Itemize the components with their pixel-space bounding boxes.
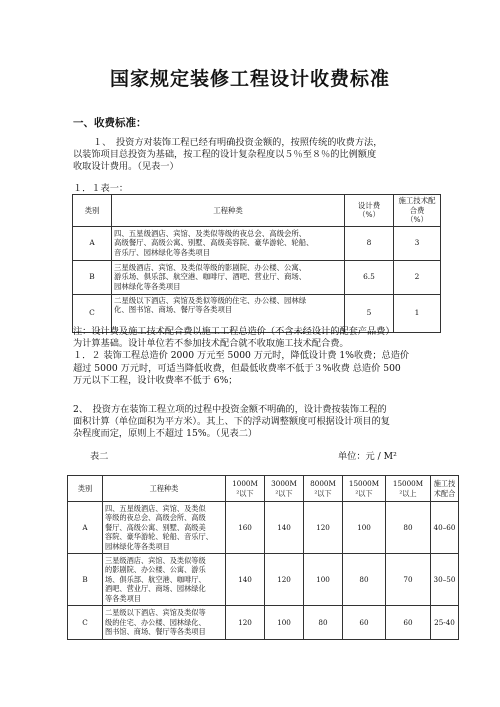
header-cell: 15000M ²以下 <box>343 476 386 502</box>
value-cell: 25-40 <box>431 606 459 640</box>
value-cell: 80 <box>386 502 431 554</box>
header-cell: 设计费 （%） <box>345 195 394 227</box>
value-cell: 80 <box>343 554 386 606</box>
value-cell: 140 <box>265 502 304 554</box>
value-cell: 80 <box>304 606 343 640</box>
section-heading: 一、收费标准： <box>73 117 147 129</box>
type-cell: 二星级以下酒店、宾馆及类似等 级的住宅、办公楼、园林绿化、 图书馆、商场、餐厅等各类项目 <box>103 606 226 640</box>
type-cell: 二星级以下酒店、宾馆及类似等级的住宅、办公楼、园林绿 化、图书馆、商场、餐厅等各类项目 <box>112 294 345 332</box>
paragraph-1 <box>73 137 433 174</box>
header-cell: 3000M ²以下 <box>265 476 304 502</box>
fee-table-1 <box>72 194 441 333</box>
value-cell: 60 <box>386 606 431 640</box>
table-row <box>73 260 441 294</box>
value-cell: 3 <box>394 226 441 260</box>
page-title: 国家规定装修工程设计收费标准 <box>109 68 390 90</box>
type-cell: 四、五星级酒店、宾馆、及类似 等级的夜总会、高级会所、高级 餐厅、高级公寓、别墅、高级美 容院、豪华游轮、轮船、音乐厅、 园林绿化等各类项目 <box>103 502 226 554</box>
value-cell: 120 <box>304 502 343 554</box>
header-cell: 施工技术配合费 （%） <box>394 195 441 227</box>
table-row <box>68 502 459 554</box>
category-cell: C <box>68 606 103 640</box>
category-cell: B <box>68 554 103 606</box>
value-cell: 60 <box>343 606 386 640</box>
paragraph-line: 杂程度而定，原则上不超过 15%。（见表二） <box>73 428 258 440</box>
unit-label: 单位：元 / M² <box>338 451 397 462</box>
value-cell: 120 <box>226 606 265 640</box>
paragraph-line: 面积计算（单位面积为平方米）。其上、下的浮动调整额度可根据设计项目的复 <box>73 416 390 428</box>
sub-heading: １．１表一： <box>73 183 129 194</box>
value-cell: 1 <box>394 294 441 332</box>
header-cell: 施工技 术配合 <box>431 476 459 502</box>
header-cell: 类别 <box>68 476 103 502</box>
paragraph-line: 以装饰项目总投资为基础，按工程的设计复杂程度以５％至８％的比例额度 <box>73 149 377 161</box>
category-cell: B <box>73 260 112 294</box>
paragraph-2 <box>73 404 443 441</box>
type-cell: 三星级酒店、宾馆、及类似等级的影剧院、办公楼、公寓、 游乐场、俱乐部、航空港、咖啡厅、酒吧、营业厅、商场、 园林绿化等各类项目 <box>112 260 345 294</box>
value-cell: 30–50 <box>431 554 459 606</box>
value-cell: 140 <box>226 554 265 606</box>
value-cell: 6.5 <box>345 260 394 294</box>
category-cell: C <box>73 294 112 332</box>
value-cell: 160 <box>226 502 265 554</box>
value-cell: 120 <box>265 554 304 606</box>
table-row <box>73 226 441 260</box>
paragraph-line: 2、 投资方在装饰工程立项的过程中投资金额不明确的，设计费按装饰工程的 <box>73 404 387 415</box>
paragraph-line: 万元以下工程，设计收费率不低于 6%； <box>73 374 238 386</box>
type-cell: 三星级酒店、宾馆、及类似等级 的影剧院、办公楼、公寓、游乐 场、俱乐部、航空港、咖啡厅、 酒吧、营业厅、商场、园林绿化 等各类项目 <box>103 554 226 606</box>
category-cell: A <box>68 502 103 554</box>
header-cell: 工程种类 <box>103 476 226 502</box>
paragraph-line: 收取设计费用。（见表一） <box>73 161 179 173</box>
paragraph-line: 为计算基础。设计单位若不参加技术配合就不收取施工技术配合费。 <box>73 338 349 350</box>
note-paragraph <box>73 326 443 387</box>
header-cell: 工程种类 <box>112 195 345 227</box>
value-cell: 8 <box>345 226 394 260</box>
paragraph-line: １、 投资方对装饰工程已经有明确投资金额的，按照传统的收费方法， <box>93 137 383 148</box>
value-cell: 5 <box>345 294 394 332</box>
type-cell: 四、五星级酒店、宾馆、及类似等级的夜总会、高级会所、 高级餐厅、高级公寓、别墅、高级美容院、豪华游轮、轮船、 音乐厅、园林绿化等各类项目 <box>112 226 345 260</box>
category-cell: A <box>73 226 112 260</box>
header-cell: 15000M ²以上 <box>386 476 431 502</box>
header-cell: 类别 <box>73 195 112 227</box>
fee-table-2 <box>67 475 459 640</box>
header-cell: 1000M ²以下 <box>226 476 265 502</box>
value-cell: 70 <box>386 554 431 606</box>
value-cell: 100 <box>265 606 304 640</box>
table-header-row <box>68 476 459 502</box>
table-row <box>68 554 459 606</box>
value-cell: 40–60 <box>431 502 459 554</box>
table-2-label: 表二 <box>90 451 109 462</box>
paragraph-line: １．２ 装饰工程总造价 2000 万元至 5000 万元时，降低设计费 1%收费；总造价 <box>73 350 410 362</box>
paragraph-line: 超过 5000 万元时，可适当降低收费，但最低收费率不低于３%收费 总造价 500 <box>73 362 401 374</box>
value-cell: 100 <box>343 502 386 554</box>
value-cell: 100 <box>304 554 343 606</box>
value-cell: 2 <box>394 260 441 294</box>
paragraph-line: 注：设计费及施工技术配合费以施工工程总造价（不含未经设计的配套产品费） <box>73 326 395 337</box>
table-row <box>68 606 459 640</box>
header-cell: 8000M ²以下 <box>304 476 343 502</box>
